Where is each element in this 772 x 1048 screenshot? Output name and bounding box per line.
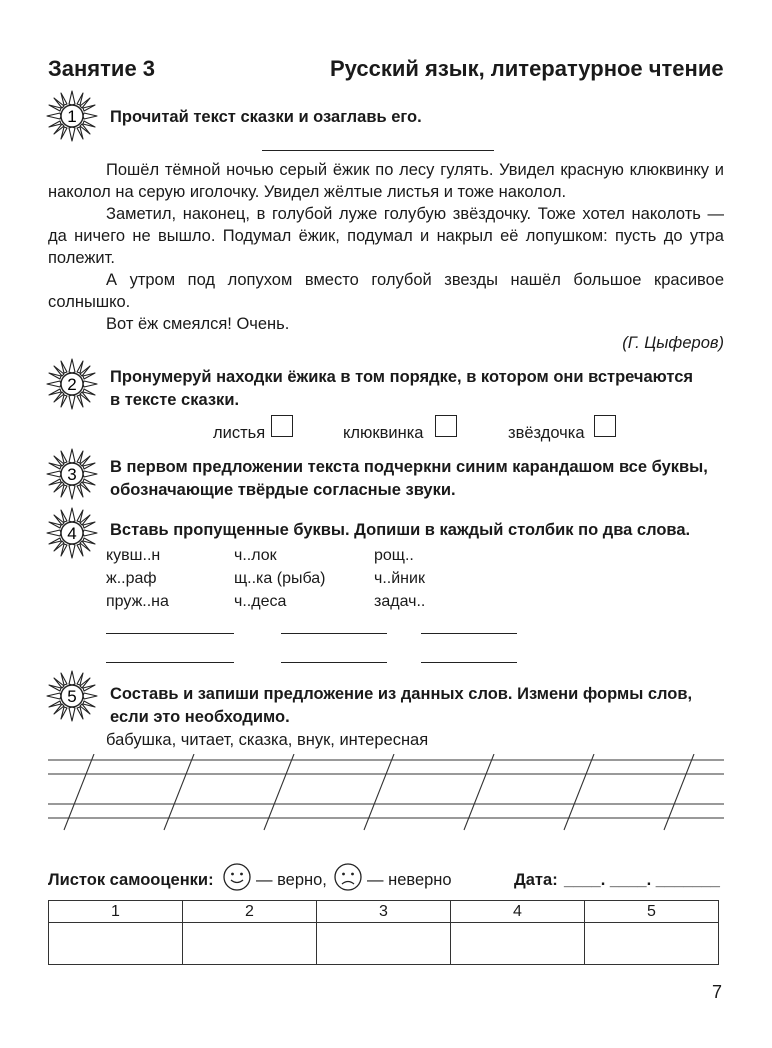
task-5-title-line: Составь и запиши предложение из данных слов. Измени формы слов, bbox=[110, 685, 693, 703]
date-blanks[interactable]: ____. ____. _______ bbox=[564, 871, 720, 889]
task-number: 1 bbox=[67, 107, 77, 126]
subject-title: Русский язык, литературное чтение bbox=[330, 56, 724, 81]
word-column-2 bbox=[234, 544, 326, 613]
table-cell[interactable] bbox=[585, 923, 719, 965]
task-3-title bbox=[110, 456, 708, 502]
table-header-cell: 2 bbox=[183, 901, 317, 923]
word-item: кувш..н bbox=[106, 547, 161, 564]
self-assessment-table bbox=[48, 900, 719, 965]
table-cell[interactable] bbox=[317, 923, 451, 965]
sun-number-icon bbox=[44, 88, 100, 144]
word-item: ч..деса bbox=[234, 593, 287, 610]
self-assessment-label: Листок самооценки: bbox=[48, 871, 214, 889]
task-number: 2 bbox=[67, 375, 77, 394]
story-paragraph: А утром под лопухом вместо голубой звезды нашёл большое красивое солнышко. bbox=[48, 271, 724, 311]
story-paragraph: Заметил, наконец, в голубой луже голубую звёздочку. Тоже хотел наколоть — да ничего не вышло. Подумал ёжик, подумал и накрыл её лопушком: пусть до утра полежит. bbox=[48, 205, 724, 267]
answer-line[interactable] bbox=[281, 633, 387, 634]
given-words: бабушка, читает, сказка, внук, интересная bbox=[106, 731, 429, 749]
incorrect-label: — неверно bbox=[367, 871, 452, 889]
table-header-cell: 4 bbox=[451, 901, 585, 923]
word-item: щ..ка (рыба) bbox=[234, 570, 326, 587]
sun-number-icon bbox=[44, 446, 100, 502]
lesson-title: Занятие 3 bbox=[48, 56, 156, 81]
order-box-star[interactable] bbox=[594, 415, 616, 437]
answer-line[interactable] bbox=[106, 633, 234, 634]
task-2-title bbox=[110, 366, 693, 412]
task-5-title bbox=[110, 683, 692, 729]
answer-line[interactable] bbox=[421, 662, 517, 663]
task-4-badge bbox=[44, 505, 100, 566]
table-header-row bbox=[49, 901, 719, 923]
order-box-leaves[interactable] bbox=[271, 415, 293, 437]
title-answer-line[interactable] bbox=[262, 150, 494, 151]
task-5-title-line: если это необходимо. bbox=[110, 708, 290, 726]
table-header-cell: 3 bbox=[317, 901, 451, 923]
table-header-cell: 1 bbox=[49, 901, 183, 923]
table-row bbox=[49, 923, 719, 965]
word-item: задач.. bbox=[374, 593, 426, 610]
story-text bbox=[48, 159, 724, 335]
sun-number-icon bbox=[44, 505, 100, 561]
task-1-badge bbox=[44, 88, 100, 149]
word-item: ч..лок bbox=[234, 547, 277, 564]
answer-line[interactable] bbox=[106, 662, 234, 663]
task-2-badge bbox=[44, 356, 100, 417]
task-3-badge bbox=[44, 446, 100, 507]
task-1-title: Прочитай текст сказки и озаглавь его. bbox=[110, 108, 422, 126]
sad-face-icon bbox=[333, 862, 363, 892]
table-cell[interactable] bbox=[49, 923, 183, 965]
task-number: 3 bbox=[67, 465, 77, 484]
task-3-title-line: В первом предложении текста подчеркни синим карандашом все буквы, bbox=[110, 458, 708, 476]
item-cranberry: клюквинка bbox=[343, 424, 424, 442]
task-number: 4 bbox=[67, 524, 77, 543]
story-author: (Г. Цыферов) bbox=[622, 334, 724, 352]
table-cell[interactable] bbox=[183, 923, 317, 965]
item-star: звёздочка bbox=[508, 424, 585, 442]
order-box-cranberry[interactable] bbox=[435, 415, 457, 437]
word-column-1 bbox=[106, 544, 169, 613]
item-leaves: листья bbox=[213, 424, 266, 442]
task-5-badge bbox=[44, 668, 100, 729]
story-paragraph: Пошёл тёмной ночью серый ёжик по лесу гулять. Увидел красную клюквинку и наколол на серую иголочку. Увидел жёлтые листья и тоже наколол. bbox=[48, 161, 724, 201]
task-2-title-line: в тексте сказки. bbox=[110, 391, 240, 409]
smile-icon bbox=[222, 862, 252, 892]
story-paragraph: Вот ёж смеялся! Очень. bbox=[106, 315, 290, 333]
task-4-title: Вставь пропущенные буквы. Допиши в каждый столбик по два слова. bbox=[110, 521, 691, 539]
correct-label: — верно, bbox=[256, 871, 327, 889]
word-item: ч..йник bbox=[374, 570, 425, 587]
answer-line[interactable] bbox=[421, 633, 517, 634]
answer-line[interactable] bbox=[281, 662, 387, 663]
word-item: ж..раф bbox=[106, 570, 157, 587]
task-number: 5 bbox=[67, 687, 77, 706]
word-item: рощ.. bbox=[374, 547, 414, 564]
table-header-cell: 5 bbox=[585, 901, 719, 923]
date-label: Дата: bbox=[514, 871, 558, 889]
word-item: пруж..на bbox=[106, 593, 169, 610]
word-column-3 bbox=[374, 544, 425, 613]
task-2-title-line: Пронумеруй находки ёжика в том порядке, в котором они встречаются bbox=[110, 368, 694, 386]
page-number: 7 bbox=[712, 982, 723, 1002]
sun-number-icon bbox=[44, 356, 100, 412]
writing-lines[interactable] bbox=[48, 754, 724, 834]
task-3-title-line: обозначающие твёрдые согласные звуки. bbox=[110, 481, 456, 499]
sun-number-icon bbox=[44, 668, 100, 724]
table-cell[interactable] bbox=[451, 923, 585, 965]
